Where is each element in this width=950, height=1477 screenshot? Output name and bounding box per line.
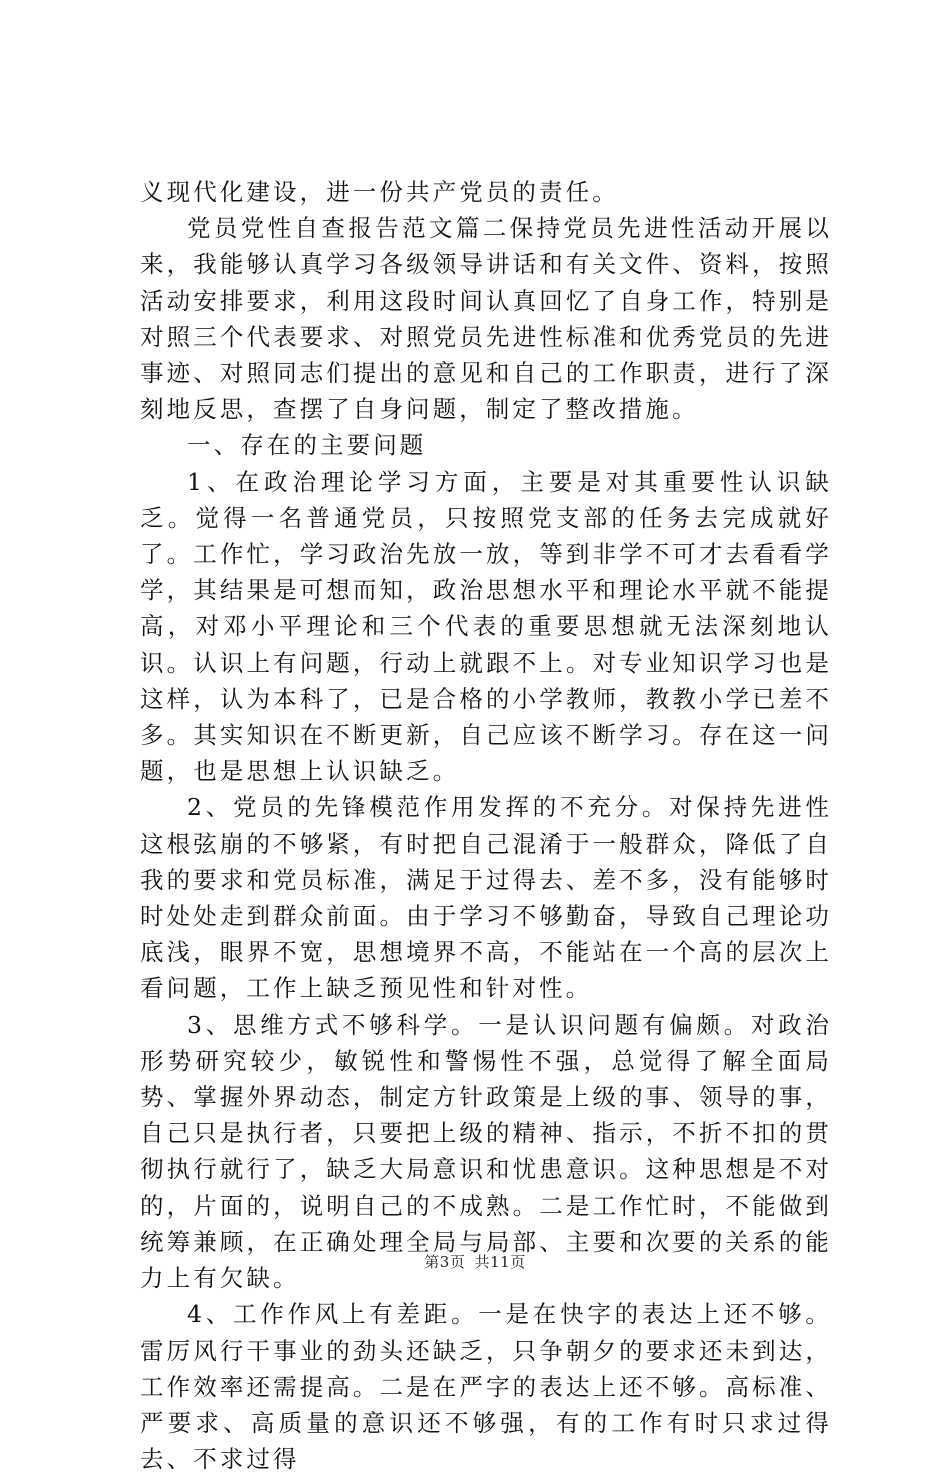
paragraph-item-3: 3、思维方式不够科学。一是认识问题有偏颇。对政治形势研究较少，敏锐性和警惕性不强，总觉得了解全面局势、掌握外界动态，制定方针政策是上级的事、领导的事，自己只是执行者，只要把上级的精神、指示，不折不扣的贯彻执行就行了，缺乏大局意识和忧患意识。这种思想是不对的，片面的，说明自己的不成熟。二是工作忙时，不能做到统筹兼顾，在正确处理全局与局部、主要和次要的关系的能力上有欠缺。 <box>140 1010 832 1293</box>
paragraph-item-4: 4、工作作风上有差距。一是在快字的表达上还不够。雷厉风行干事业的劲头还缺乏，只争朝夕的要求还未到达，工作效率还需提高。二是在严字的表达上还不够。高标准、严要求、高质量的意识还不够强，有的工作有时只求过得去、不求过得 <box>140 1300 832 1474</box>
section-heading: 一、存在的主要问题 <box>187 431 427 460</box>
paragraph-continuation: 义现代化建设，进一份共产党员的责任。 <box>140 178 619 206</box>
paragraph-item-2: 2、党员的先锋模范作用发挥的不充分。对保持先进性这根弦崩的不够紧，有时把自己混淆于一般群众，降低了自我的要求和党员标准，满足于过得去、差不多，没有能够时时处处走到群众前面。由于学习不够勤奋，导致自己理论功底浅，眼界不宽，思想境界不高，不能站在一个高的层次上看问题，工作上缺乏预见性和针对性。 <box>140 793 832 1003</box>
page-footer <box>0 1252 950 1272</box>
paragraph-item-1: 1、在政治理论学习方面，主要是对其重要性认识缺乏。觉得一名普通党员，只按照党支部的任务去完成就好了。工作忙，学习政治先放一放，等到非学不可才去看看学学，其结果是可想而知，政治思想水平和理论水平就不能提高，对邓小平理论和三个代表的重要思想就无法深刻地认识。认识上有问题，行动上就跟不上。对专业知识学习也是这样，认为本科了，已是合格的小学教师，教教小学已差不多。其实知识在不断更新，自己应该不断学习。存在这一问题，也是思想上认识缺乏。 <box>140 467 832 786</box>
page-number: 第3页 <box>424 1253 466 1271</box>
page-total: 共11页 <box>474 1253 526 1271</box>
paragraph-intro: 党员党性自查报告范文篇二保持党员先进性活动开展以来，我能够认真学习各级领导讲话和有关文件、资料，按照活动安排要求，利用这段时间认真回忆了自身工作，特别是对照三个代表要求、对照党员先进性标准和优秀党员的先进事迹、对照同志们提出的意见和自己的工作职责，进行了深刻地反思，查摆了自身问题，制定了整改措施。 <box>140 214 832 424</box>
document-body <box>140 174 832 1477</box>
